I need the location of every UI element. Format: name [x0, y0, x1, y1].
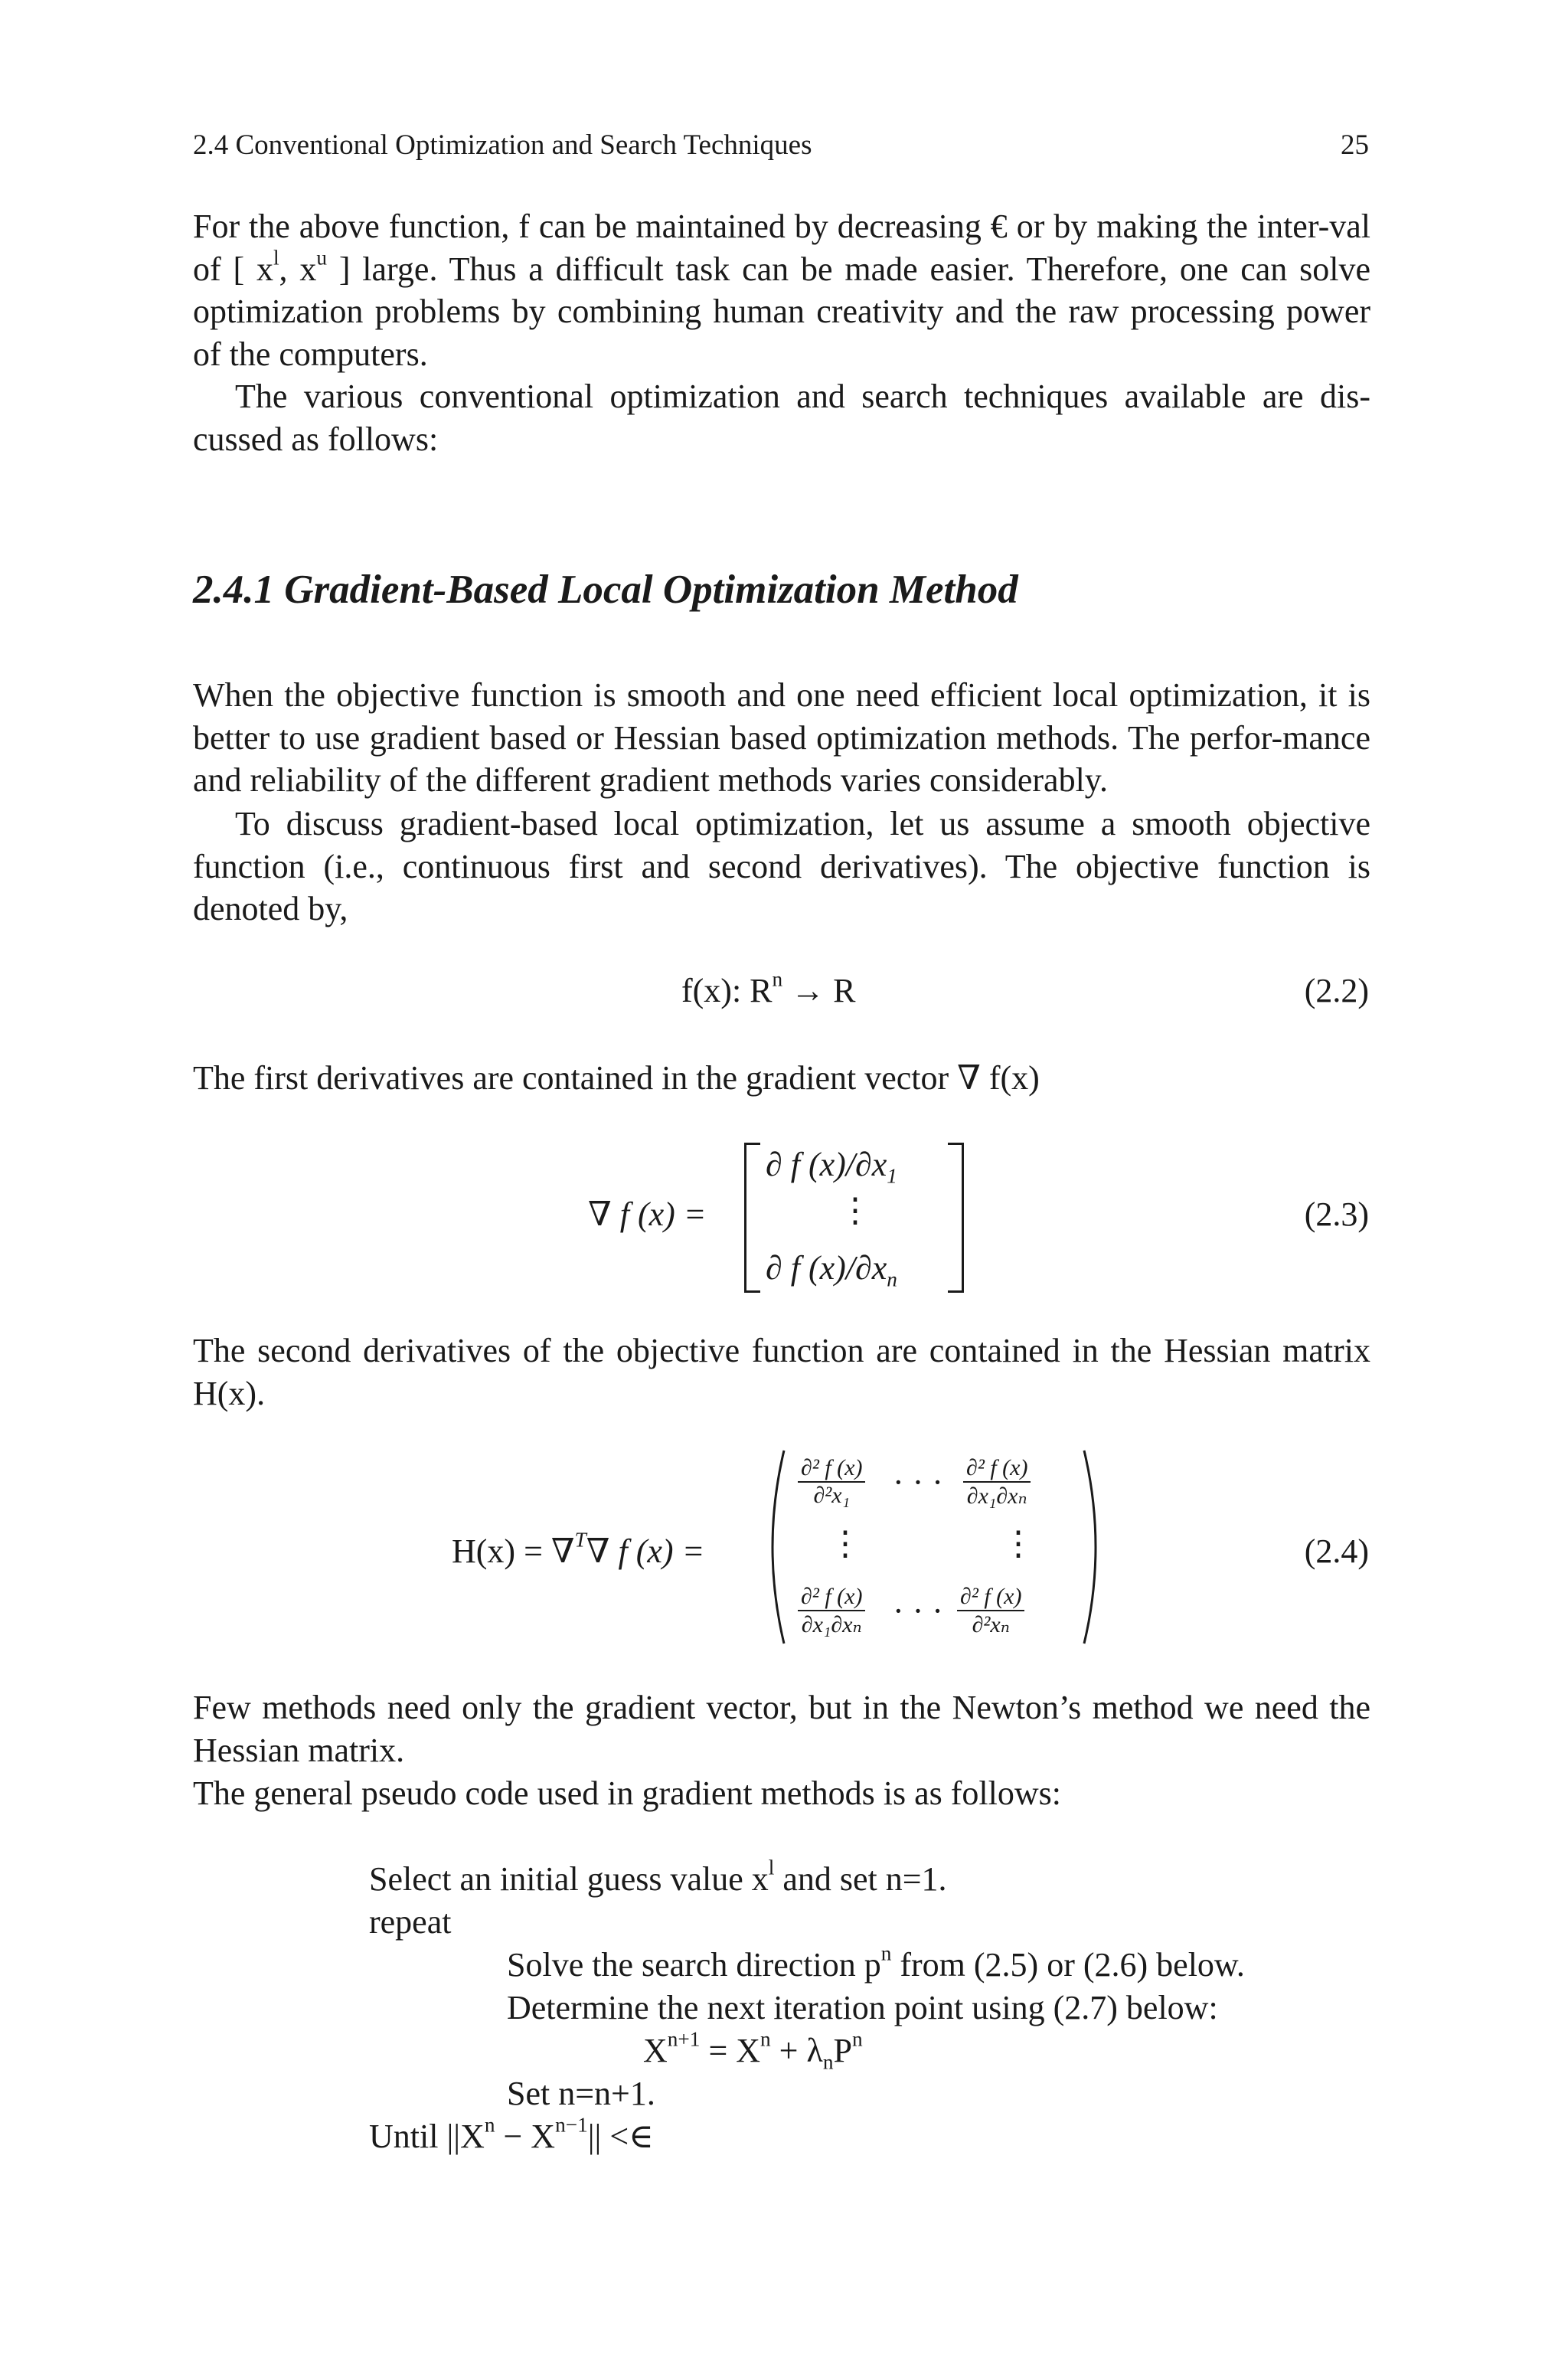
equation-number-2-4: (2.4): [1304, 1532, 1369, 1570]
hessian-right-paren: [1080, 1447, 1110, 1647]
pseudocode-line-2: repeat: [369, 1903, 452, 1941]
left-bracket: [744, 1143, 760, 1293]
hessian-hdots-bottom: · · ·: [893, 1592, 943, 1630]
pseudocode-line-5: $X^{n+1} = X^n + \lambda_nP^n$: [643, 2027, 863, 2074]
equation-number-2-2: (2.2): [1304, 972, 1369, 1009]
section-paragraph-5: Few methods need only the gradient vector, but in the Newton’s method we need the Hessian matrix.: [193, 1689, 1370, 1769]
intro-paragraph-2: The various conventional optimization and search techniques available are dis-cussed as follows:: [193, 378, 1370, 458]
equation-2-2: f(x): $R^n \to R$: [681, 967, 856, 1009]
gradient-lhs: ∇ f (x) =: [588, 1195, 707, 1233]
gradient-vdots: ⋮: [838, 1192, 872, 1229]
hessian-entry-11: $\frac{\text{∂² f (x)}}{\text{∂²x₁}}$: [798, 1455, 865, 1509]
section-paragraph-2: To discuss gradient-based local optimization, let us assume a smooth objective function (i.e., continuous first and second derivatives). The objective function is denoted by,: [193, 805, 1370, 927]
pseudocode-line-7: Until $||X^n - X^{n-1}||$ <∈: [369, 2113, 654, 2155]
hessian-lhs: H(x) = ∇$^T$∇ f (x) =: [452, 1528, 705, 1570]
section-title: 2.4.1 Gradient-Based Local Optimization Method: [193, 567, 1018, 612]
section-paragraph-3: The first derivatives are contained in the gradient vector ∇ f(x): [193, 1059, 1040, 1097]
section-paragraph-4: The second derivatives of the objective function are contained in the Hessian matrix H(x).: [193, 1332, 1370, 1412]
gradient-row-n: ∂ f $(x)/\partial x_n$: [766, 1249, 897, 1291]
hessian-left-paren: [758, 1447, 789, 1647]
pseudocode-line-4: Determine the next iteration point using (2.7) below:: [507, 1989, 1218, 2026]
section-paragraph-1: When the objective function is smooth and one need efficient local optimization, it is better to use gradient based or Hessian based optimization methods. The perfor-mance and reliability of the different gradient methods varies considerably.: [193, 676, 1370, 799]
section-paragraph-6: The general pseudo code used in gradient methods is as follows:: [193, 1774, 1061, 1812]
right-bracket: [948, 1143, 964, 1293]
pseudocode-line-1: Select an initial guess value $x^l$ and set n=1.: [369, 1856, 947, 1898]
pseudocode-line-3: Solve the search direction $p^n$ from (2.5) or (2.6) below.: [507, 1941, 1245, 1984]
pseudocode-line-6: Set n=n+1.: [507, 2075, 655, 2112]
hessian-entry-nn: $\frac{\text{∂² f (x)}}{\text{∂²xₙ}}$: [957, 1584, 1024, 1638]
intro-paragraph-1: For the above function, f can be maintained by decreasing € or by making the inter-val of [ $x^l$, $x^u$ ] large. Thus a difficult task can be made easier. Therefore, one can solve optimization problems by combining human creativity and the raw processing power of the computers.: [193, 208, 1370, 373]
gradient-row-1: ∂ f $(x)/\partial x_1$: [766, 1146, 897, 1188]
hessian-vdots-right: ⋮: [1001, 1525, 1035, 1562]
page-number: 25: [1341, 129, 1369, 161]
hessian-entry-1n: $\frac{\text{∂² f (x)}}{\text{∂x₁∂xₙ}}$: [963, 1455, 1031, 1509]
hessian-hdots-top: · · ·: [893, 1464, 943, 1501]
running-head: 2.4 Conventional Optimization and Search Techniques: [193, 129, 812, 161]
hessian-entry-n1: $\frac{\text{∂² f (x)}}{\text{∂x₁∂xₙ}}$: [798, 1584, 865, 1638]
hessian-vdots-left: ⋮: [828, 1525, 862, 1562]
equation-number-2-3: (2.3): [1304, 1195, 1369, 1233]
